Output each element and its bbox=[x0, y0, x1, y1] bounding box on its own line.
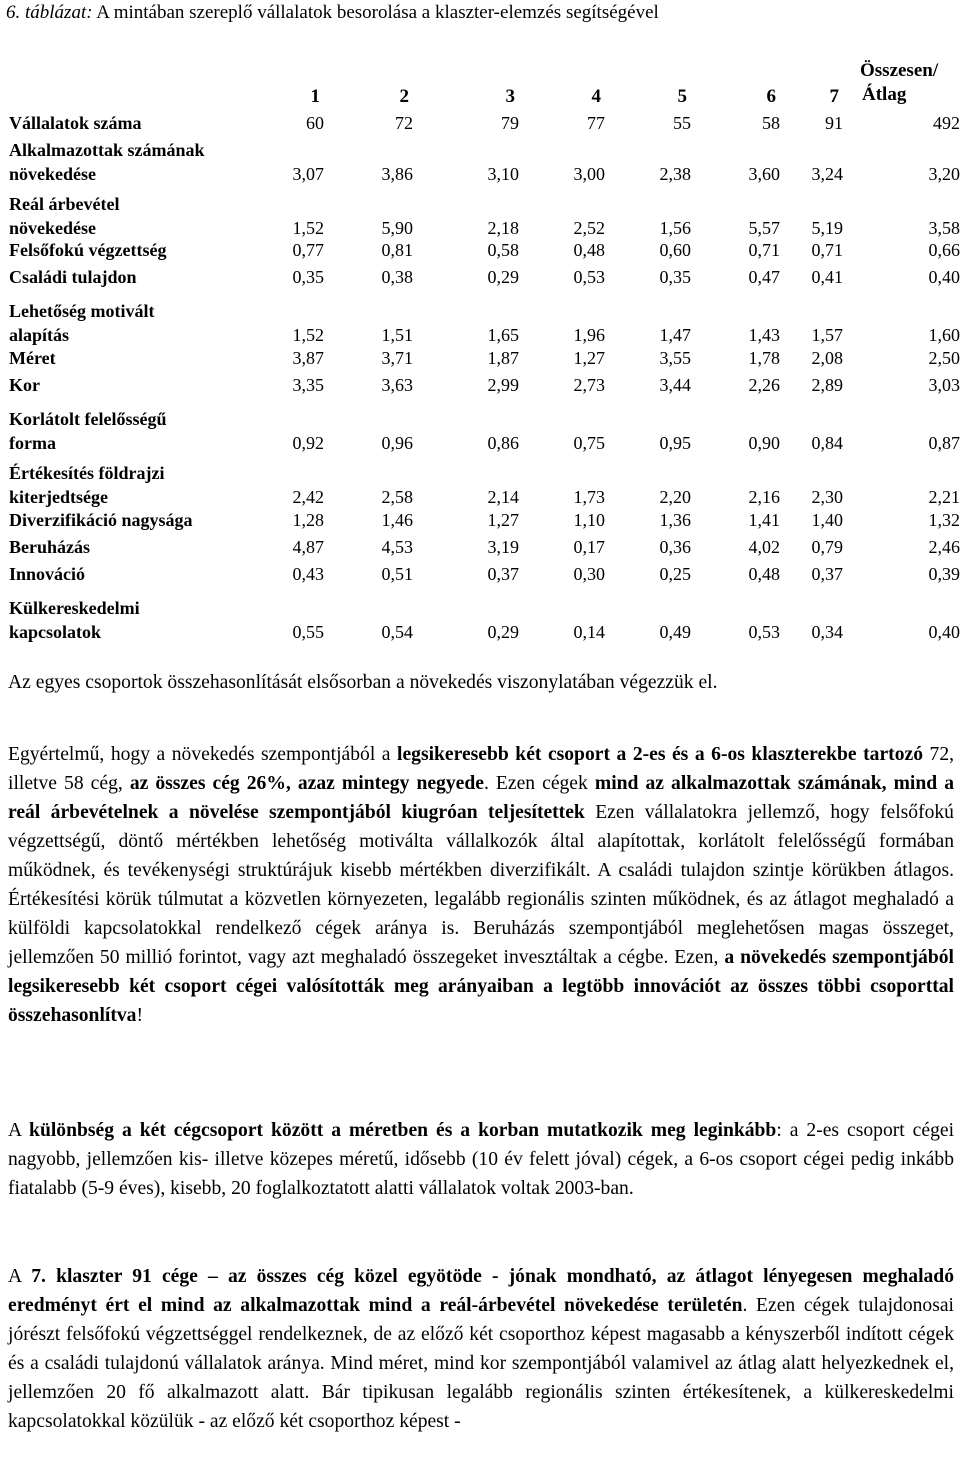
table-cell: 3,86 bbox=[381, 164, 413, 184]
table-cell: 2,42 bbox=[292, 487, 324, 507]
table-cell: 0,84 bbox=[811, 433, 843, 453]
paragraph bbox=[8, 1262, 954, 1436]
table-cell: 0,53 bbox=[573, 267, 605, 287]
table-cell: 2,52 bbox=[573, 218, 605, 238]
table-cell: 0,60 bbox=[659, 240, 691, 260]
column-header-total: Összesen/ bbox=[860, 60, 939, 81]
table-cell: 3,19 bbox=[487, 537, 519, 557]
row-label: Felsőfokú végzettség bbox=[9, 240, 167, 260]
table-cell: 0,29 bbox=[487, 622, 519, 642]
table-cell: 0,35 bbox=[659, 267, 691, 287]
table-cell: 0,54 bbox=[381, 622, 413, 642]
table-cell-total: 492 bbox=[933, 113, 960, 133]
table-cell: 1,51 bbox=[381, 325, 413, 345]
column-header-6: 6 bbox=[766, 86, 776, 107]
row-label: Családi tulajdon bbox=[9, 267, 137, 287]
table-cell: 0,49 bbox=[659, 622, 691, 642]
table-cell: 1,43 bbox=[748, 325, 780, 345]
table-cell: 0,53 bbox=[748, 622, 780, 642]
table-cell: 0,30 bbox=[573, 564, 605, 584]
table-cell: 0,17 bbox=[573, 537, 605, 557]
row-label-continuation: kapcsolatok bbox=[9, 622, 102, 642]
table-cell: 0,35 bbox=[292, 267, 324, 287]
table-cell: 3,10 bbox=[487, 164, 519, 184]
text-run: ! bbox=[136, 1005, 143, 1026]
table-cell-total: 2,46 bbox=[928, 537, 960, 557]
table-cell: 0,55 bbox=[292, 622, 324, 642]
table-cell: 3,00 bbox=[573, 164, 605, 184]
table-cell-total: 2,21 bbox=[928, 487, 960, 507]
table-cell: 1,47 bbox=[659, 325, 691, 345]
table-cell: 1,52 bbox=[292, 325, 324, 345]
row-label: Vállalatok száma bbox=[9, 113, 142, 133]
table-cell: 0,14 bbox=[573, 622, 605, 642]
table-cell: 1,46 bbox=[381, 510, 413, 530]
table-cell: 55 bbox=[673, 113, 691, 133]
paragraph bbox=[8, 740, 954, 1030]
table-cell: 91 bbox=[825, 113, 843, 133]
bold-text: mind az alkalmazottak számának, mind a reál árbevételnek a növelése szempontjából kiugróan teljesítettek bbox=[8, 773, 955, 823]
table-cell: 2,58 bbox=[381, 487, 413, 507]
table-cell-total: 3,58 bbox=[928, 218, 960, 238]
table-cell: 0,43 bbox=[292, 564, 324, 584]
table-cell-total: 0,39 bbox=[928, 564, 960, 584]
table-cell: 5,19 bbox=[811, 218, 843, 238]
table-cell: 2,14 bbox=[487, 487, 519, 507]
table-cell: 77 bbox=[587, 113, 605, 133]
table-cell: 1,78 bbox=[748, 348, 780, 368]
table-cell: 1,73 bbox=[573, 487, 605, 507]
table-cell: 0,90 bbox=[748, 433, 780, 453]
table-cell: 1,27 bbox=[573, 348, 605, 368]
table-cell: 2,16 bbox=[748, 487, 780, 507]
table-cell-total: 0,66 bbox=[928, 240, 960, 260]
table-caption bbox=[6, 2, 659, 24]
column-header-4: 4 bbox=[591, 86, 601, 107]
table-cell: 79 bbox=[501, 113, 519, 133]
table-cell: 3,63 bbox=[381, 375, 413, 395]
table-cell: 0,34 bbox=[811, 622, 843, 642]
row-label: Értékesítés földrajzi bbox=[9, 463, 165, 483]
paragraph bbox=[8, 668, 954, 697]
table-cell: 0,81 bbox=[381, 240, 413, 260]
column-header-2: 2 bbox=[399, 86, 409, 107]
row-label: Beruházás bbox=[9, 537, 90, 557]
column-header-5: 5 bbox=[677, 86, 687, 107]
bold-text: különbség a két cégcsoport között a méretben és a korban mutatkozik meg leginkább bbox=[29, 1120, 777, 1141]
row-label-continuation: alapítás bbox=[9, 325, 70, 345]
table-cell: 0,92 bbox=[292, 433, 324, 453]
table-cell: 1,40 bbox=[811, 510, 843, 530]
table-cell: 0,86 bbox=[487, 433, 519, 453]
table-cell: 4,87 bbox=[292, 537, 324, 557]
table-cell: 1,65 bbox=[487, 325, 519, 345]
text-run: . Ezen cégek tulajdonosai jórészt felsőfokú végzettséggel rendelkeznek, de az előző két csoporthoz képest magasabb a kényszerből indított cégek és a családi tulajdonú vállalatok aránya. Mind méret, mind kor szempontjából valamivel az átlag alatt helyezkednek el, jellemzően 20 fő alkalmazott alatt. Bár tipikusan legalább regionális szinten értékesítenek, a külkereskedelmi kapcsolatokkal közülük - az előző két csoporthoz képest - bbox=[8, 1295, 954, 1432]
table-cell: 3,87 bbox=[292, 348, 324, 368]
table-cell: 3,44 bbox=[659, 375, 691, 395]
text-run: A bbox=[8, 1266, 32, 1287]
table-cell-total: 1,32 bbox=[928, 510, 960, 530]
table-cell: 0,48 bbox=[573, 240, 605, 260]
table-cell: 2,89 bbox=[811, 375, 843, 395]
row-label-continuation: kiterjedtsége bbox=[9, 487, 108, 507]
table-cell: 0,29 bbox=[487, 267, 519, 287]
table-cell: 4,53 bbox=[381, 537, 413, 557]
column-header-7: 7 bbox=[829, 86, 839, 107]
row-label: Alkalmazottak számának bbox=[9, 140, 205, 160]
table-cell: 3,07 bbox=[292, 164, 324, 184]
table-cell: 1,10 bbox=[573, 510, 605, 530]
table-cell-total: 3,03 bbox=[928, 375, 960, 395]
row-label: Korlátolt felelősségű bbox=[9, 409, 167, 429]
table-caption-text: A mintában szereplő vállalatok besorolása a klaszter-elemzés segítségével bbox=[96, 2, 659, 23]
table-cell: 1,52 bbox=[292, 218, 324, 238]
table-cell: 5,90 bbox=[381, 218, 413, 238]
column-header-total-line2: Átlag bbox=[862, 84, 907, 105]
table-cell-total: 0,40 bbox=[928, 622, 960, 642]
table-cell: 3,71 bbox=[381, 348, 413, 368]
row-label: Méret bbox=[9, 348, 56, 368]
table-cell: 0,41 bbox=[811, 267, 843, 287]
table-cell: 0,71 bbox=[811, 240, 843, 260]
table-cell-total: 1,60 bbox=[928, 325, 960, 345]
table-cell: 2,73 bbox=[573, 375, 605, 395]
table-cell-total: 0,87 bbox=[928, 433, 960, 453]
row-label-continuation: növekedése bbox=[9, 218, 96, 238]
table-cell: 0,47 bbox=[748, 267, 780, 287]
paragraph bbox=[8, 1116, 954, 1203]
column-header-3: 3 bbox=[505, 86, 515, 107]
row-label: Kor bbox=[9, 375, 40, 395]
text-run: Az egyes csoportok összehasonlítását elsősorban a növekedés viszonylatában végezzük el. bbox=[8, 672, 718, 693]
bold-text: a növekedés szempontjából legsikeresebb két csoport cégei valósították meg arányaiban a legtöbb innovációt az összes többi csoporttal összehasonlítva bbox=[8, 947, 954, 1026]
row-label-continuation: növekedése bbox=[9, 164, 96, 184]
table-cell: 1,87 bbox=[487, 348, 519, 368]
table-cell: 0,36 bbox=[659, 537, 691, 557]
table-cell: 0,37 bbox=[487, 564, 519, 584]
text-run: . Ezen cégek bbox=[483, 773, 595, 794]
table-cell: 1,28 bbox=[292, 510, 324, 530]
table-cell: 1,96 bbox=[573, 325, 605, 345]
table-cell: 2,30 bbox=[811, 487, 843, 507]
bold-text: 7. klaszter 91 cége – az összes cég közel egyötöde - jónak mondható, az átlagot lényegesen meghaladó eredményt ért el mind az alkalmazottak mind a reál-árbevétel növekedése területén bbox=[8, 1266, 954, 1316]
table-cell: 0,38 bbox=[381, 267, 413, 287]
table-cell: 1,57 bbox=[811, 325, 843, 345]
text-run: : a 2-es csoport cégei nagyobb, jellemzően kis- illetve közepes méretű, idősebb (10 év felett jóval) cégek, a 6-os csoport cégei pedig inkább fiatalabb (5-9 éves), kisebb, 20 foglalkoztatott alatti vállalatok voltak 2003-ban. bbox=[8, 1120, 955, 1199]
text-run: A bbox=[8, 1120, 30, 1141]
table-cell: 0,25 bbox=[659, 564, 691, 584]
table-cell: 0,51 bbox=[381, 564, 413, 584]
table-cell: 2,20 bbox=[659, 487, 691, 507]
table-cell-total: 0,40 bbox=[928, 267, 960, 287]
row-label: Diverzifikáció nagysága bbox=[9, 510, 193, 530]
row-label-continuation: forma bbox=[9, 433, 56, 453]
table-cell: 2,18 bbox=[487, 218, 519, 238]
table-cell-total: 2,50 bbox=[928, 348, 960, 368]
table-cell: 3,24 bbox=[811, 164, 843, 184]
table-cell: 58 bbox=[762, 113, 780, 133]
table-cell: 1,27 bbox=[487, 510, 519, 530]
table-cell: 1,56 bbox=[659, 218, 691, 238]
table-cell: 2,08 bbox=[811, 348, 843, 368]
table-cell: 0,77 bbox=[292, 240, 324, 260]
text-run: Ezen vállalatokra jellemző, hogy felsőfokú végzettségű, döntő mértékben lehetőség motiválta vállalkozók által alapítottak, korlátolt felelősségű formában működnek, és tevékenységi struktúrájuk kisebb mértékben diverzifikált. A családi tulajdon szintje körükben átlagos. Értékesítési körük túlmutat a közvetlen környezeten, legalább regionális szinten működnek, és az átlagot meghaladó a külföldi kapcsolatokkal rendelkező cégek aránya is. Beruházás szempontjából meglehetősen magas összeget, jellemzően 50 millió forintot, vagy azt meghaladó összegeket invesztáltak a cégbe. Ezen, bbox=[8, 802, 954, 968]
row-label: Külkereskedelmi bbox=[9, 598, 140, 618]
table-cell: 4,02 bbox=[748, 537, 780, 557]
table-cell: 0,75 bbox=[573, 433, 605, 453]
table-cell: 2,99 bbox=[487, 375, 519, 395]
text-run: 72, illetve 58 cég, bbox=[8, 744, 955, 794]
bold-text: az összes cég 26%, azaz mintegy negyede bbox=[129, 773, 484, 794]
table-cell: 3,55 bbox=[659, 348, 691, 368]
table-cell: 60 bbox=[306, 113, 324, 133]
table-cell-total: 3,20 bbox=[928, 164, 960, 184]
table-cell: 1,41 bbox=[748, 510, 780, 530]
table-cell: 0,79 bbox=[811, 537, 843, 557]
table-cell: 1,36 bbox=[659, 510, 691, 530]
table-cell: 0,37 bbox=[811, 564, 843, 584]
table-cell: 0,96 bbox=[381, 433, 413, 453]
column-header-1: 1 bbox=[310, 86, 320, 107]
table-cell: 0,71 bbox=[748, 240, 780, 260]
table-cell: 0,48 bbox=[748, 564, 780, 584]
row-label: Innováció bbox=[9, 564, 86, 584]
bold-text: legsikeresebb két csoport a 2-es és a 6-os klaszterekbe tartozó bbox=[397, 744, 923, 765]
table-cell: 3,35 bbox=[292, 375, 324, 395]
table-cell: 3,60 bbox=[748, 164, 780, 184]
table-cell: 2,26 bbox=[748, 375, 780, 395]
row-label: Lehetőség motivált bbox=[9, 301, 155, 321]
table-cell: 5,57 bbox=[748, 218, 780, 238]
table-cell: 2,38 bbox=[659, 164, 691, 184]
text-run: Egyértelmű, hogy a növekedés szempontjából a bbox=[8, 744, 398, 765]
row-label: Reál árbevétel bbox=[9, 194, 120, 214]
table-cell: 0,58 bbox=[487, 240, 519, 260]
table-cell: 72 bbox=[395, 113, 413, 133]
table-caption-number: 6. táblázat: bbox=[6, 2, 93, 23]
table-cell: 0,95 bbox=[659, 433, 691, 453]
